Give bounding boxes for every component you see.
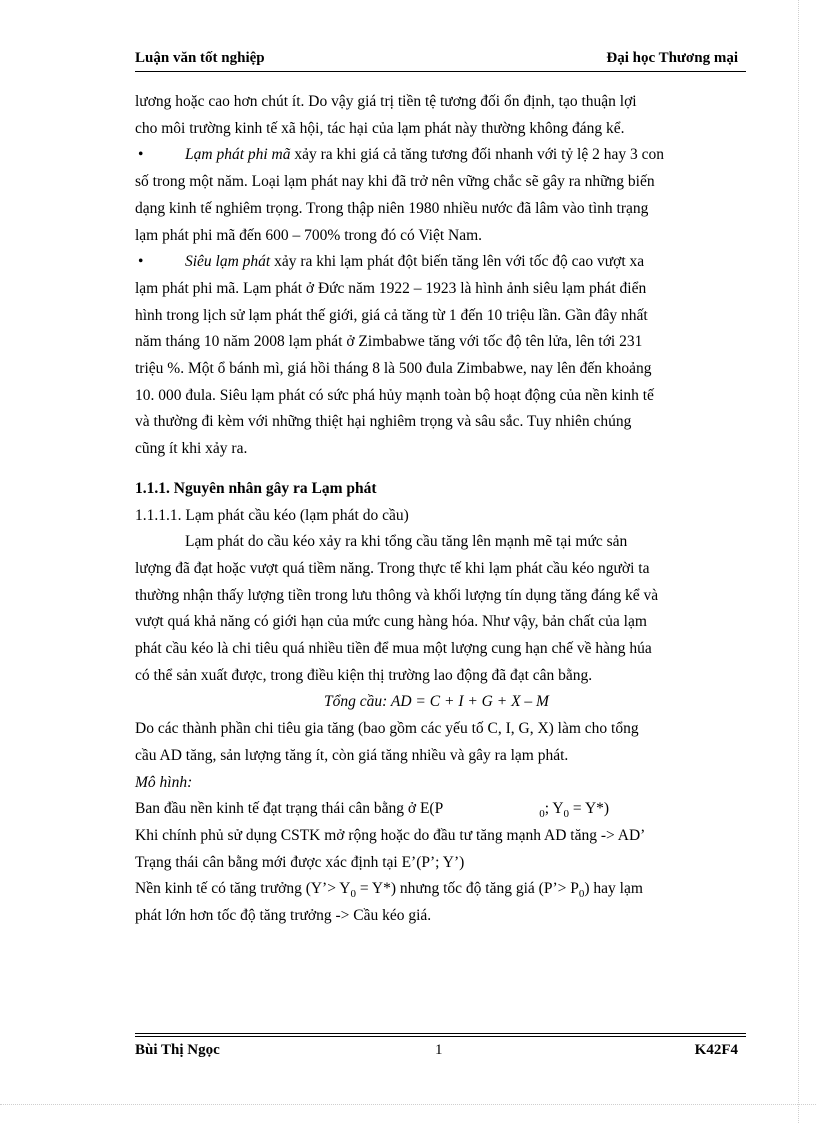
subscript: 0: [578, 888, 585, 901]
formula-aggregate-demand: Tổng cầu: AD = C + I + G + X – M: [324, 693, 549, 711]
text-span: Nền kinh tế có tăng trưởng (Y’> Y: [135, 880, 351, 898]
text-line: triệu %. Một ổ bánh mì, giá hồi tháng 8 là 500 đula Zimbabwe, nay lên đến khoảng: [135, 360, 652, 378]
text-line: cho môi trường kinh tế xã hội, tác hại của lạm phát này thường không đáng kể.: [135, 119, 625, 137]
header-university-label: Đại học Thương mại: [606, 50, 738, 66]
text-line: cũng ít khi xảy ra.: [135, 440, 248, 458]
text-line: lương hoặc cao hơn chút ít. Do vậy giá trị tiền tệ tương đối ổn định, tạo thuận lợi: [135, 93, 637, 110]
page-header: [135, 50, 746, 70]
bullet-item-hyperinflation-galloping: [135, 142, 738, 169]
document-body: [135, 89, 738, 930]
text-line: dạng kinh tế nghiêm trọng. Trong thập niên 1980 nhiều nước đã lâm vào tình trạng: [135, 199, 649, 217]
text-line: Do các thành phần chi tiêu gia tăng (bao gồm các yếu tố C, I, G, X) làm cho tổng: [135, 720, 639, 738]
text-line: năm tháng 10 năm 2008 lạm phát ở Zimbabwe tăng với tốc độ tên lửa, lên tới 231: [135, 333, 643, 351]
footer-author: Bùi Thị Ngọc: [135, 1042, 220, 1058]
text-line: thường nhận thấy lượng tiền trong lưu thông và khối lượng tín dụng tăng đáng kể và: [135, 586, 659, 604]
bullet-icon: •: [138, 146, 144, 164]
text-line: Lạm phát do cầu kéo xảy ra khi tổng cầu tăng lên mạnh mẽ tại mức sản: [185, 533, 628, 551]
subsection-heading: 1.1.1.1. Lạm phát cầu kéo (lạm phát do cầu): [135, 506, 409, 524]
spacer: [135, 463, 738, 476]
text-span: Ban đầu nền kinh tế đạt trạng thái cân bằng ở E(P: [135, 800, 444, 818]
text-span: = Y*) nhưng tốc độ tăng giá (P’> P: [355, 880, 579, 898]
footer-class-code: K42F4: [694, 1042, 738, 1058]
paragraph-first-line: [135, 529, 738, 556]
term-hyperinflation: Siêu lạm phát: [185, 253, 271, 271]
term-galloping-inflation: Lạm phát phi mã: [185, 146, 291, 164]
text-line: Khi chính phủ sử dụng CSTK mở rộng hoặc do đầu tư tăng mạnh AD tăng -> AD’: [135, 826, 646, 844]
text-line: cầu AD tăng, sản lượng tăng ít, còn giá tăng nhiều và gây ra lạm phát.: [135, 746, 569, 764]
text-line: hình trong lịch sử lạm phát thế giới, giá cả tăng từ 1 đến 10 triệu lần. Gần đây nhất: [135, 306, 648, 324]
subscript: 0: [563, 808, 570, 821]
subscript: 0: [350, 888, 356, 901]
subscript: 0: [539, 808, 545, 821]
header-rule: [135, 71, 746, 72]
bullet-item-hyperinflation: [135, 249, 738, 276]
page-boundary-horizontal: [0, 1104, 816, 1105]
text-span: ; Y: [544, 800, 564, 818]
text-line: Trạng thái cân bằng mới được xác định tại E’(P’; Y’): [135, 853, 465, 871]
text-line: lạm phát phi mã. Lạm phát ở Đức năm 1922 – 1923 là hình ảnh siêu lạm phát điển: [135, 279, 647, 297]
text-line: phát lớn hơn tốc độ tăng trưởng -> Cầu kéo giá.: [135, 907, 432, 925]
text-span: ) hay lạm: [584, 880, 643, 898]
bullet-icon: •: [138, 253, 144, 271]
model-line-initial-equilibrium: [135, 796, 738, 823]
text-line: có thể sản xuất được, trong điều kiện thị trường lao động đã đạt cân bằng.: [135, 666, 593, 684]
text-span: = Y*): [569, 800, 610, 818]
footer-rule: [135, 1033, 746, 1034]
text-line: xảy ra khi giá cả tăng tương đối nhanh với tỷ lệ 2 hay 3 con: [290, 146, 664, 164]
text-line: xảy ra khi lạm phát đột biến tăng lên với tốc độ cao vượt xa: [270, 253, 645, 271]
header-thesis-label: Luận văn tốt nghiệp: [135, 50, 265, 66]
text-line: lạm phát phi mã đến 600 – 700% trong đó có Việt Nam.: [135, 226, 483, 244]
text-line: lượng đã đạt hoặc vượt quá tiềm năng. Trong thực tế khi lạm phát cầu kéo người ta: [135, 559, 650, 577]
model-line-growth: [135, 876, 738, 903]
text-line: số trong một năm. Loại lạm phát nay khi đã trở nên vững chắc sẽ gây ra những biến: [135, 173, 655, 191]
page-boundary-vertical: [798, 0, 799, 1123]
page-number: 1: [435, 1042, 443, 1058]
text-line: 10. 000 đula. Siêu lạm phát có sức phá hủy mạnh toàn bộ hoạt động của nền kinh tế: [135, 386, 654, 404]
footer-rule: [135, 1036, 746, 1037]
text-line: phát cầu kéo là chi tiêu quá nhiều tiền để mua một lượng cung hạn chế về hàng húa: [135, 640, 652, 658]
section-heading: 1.1.1. Nguyên nhân gây ra Lạm phát: [135, 479, 377, 497]
text-line: và thường đi kèm với những thiệt hại nghiêm trọng và sâu sắc. Tuy nhiên chúng: [135, 413, 632, 431]
model-label: Mô hình:: [135, 773, 193, 791]
text-line: vượt quá khả năng có giới hạn của mức cung hàng hóa. Như vậy, bản chất của lạm: [135, 613, 647, 631]
